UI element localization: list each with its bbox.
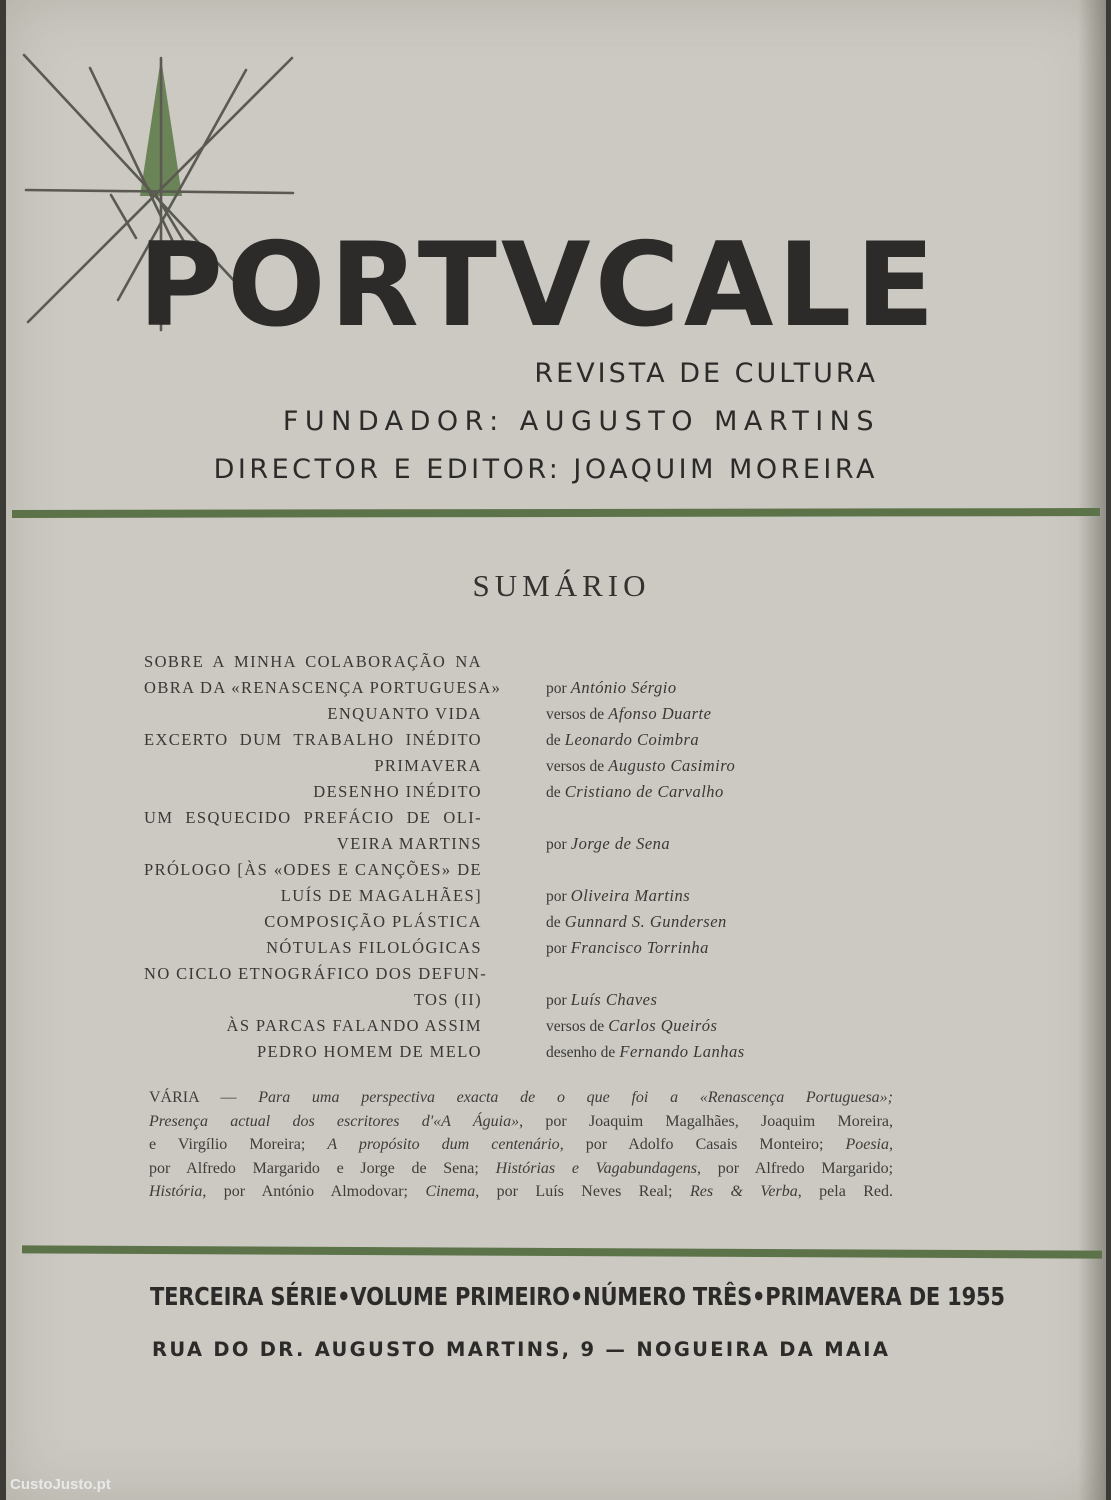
- toc-author-name: Afonso Duarte: [608, 704, 712, 723]
- toc-title: UM ESQUECIDO PREFÁCIO DE OLI-: [144, 808, 482, 827]
- founder-line: FUNDADOR: AUGUSTO MARTINS: [282, 406, 880, 437]
- toc-author: [546, 1016, 717, 1036]
- issue-volume: VOLUME PRIMEIRO: [350, 1282, 570, 1311]
- toc-row: [136, 990, 836, 1016]
- bottom-divider-rule: [22, 1245, 1102, 1258]
- toc-row: [136, 860, 836, 886]
- varia-text: e Virgílio Moreira;: [149, 1136, 328, 1153]
- toc-author-prefix: por: [546, 940, 567, 957]
- toc-author-name: Augusto Casimiro: [608, 756, 736, 775]
- magazine-subtitle: REVISTA DE CULTURA: [534, 358, 878, 389]
- toc-title: TOS (II): [413, 990, 482, 1009]
- page-edge-shadow: [1078, 0, 1106, 1500]
- toc-row: [136, 808, 836, 834]
- toc-row: [136, 886, 836, 912]
- varia-text: , por António Almodovar;: [202, 1183, 426, 1200]
- toc-author-prefix: de: [546, 732, 561, 749]
- toc-author-name: António Sérgio: [570, 678, 677, 697]
- toc-row: [136, 1042, 836, 1068]
- watermark-logo: CustoJusto.pt: [10, 1476, 111, 1493]
- toc-title: PEDRO HOMEM DE MELO: [256, 1042, 482, 1061]
- varia-line: [149, 1180, 893, 1204]
- toc-title: VEIRA MARTINS: [336, 834, 482, 853]
- toc-title: PRIMAVERA: [374, 756, 482, 775]
- toc-title: ENQUANTO VIDA: [327, 704, 482, 723]
- varia-text: VÁRIA —: [149, 1089, 259, 1106]
- toc-title: ÀS PARCAS FALANDO ASSIM: [226, 1016, 482, 1035]
- varia-text: , por Joaquim Magalhães, Joaquim Moreira,: [519, 1112, 893, 1130]
- separator-dot: •: [752, 1282, 766, 1311]
- varia-line: [149, 1133, 893, 1157]
- toc-author-name: Francisco Torrinha: [570, 938, 709, 957]
- toc-author-name: Fernando Lanhas: [619, 1042, 745, 1061]
- varia-italic-title: Histórias e Vagabundagens: [495, 1159, 697, 1177]
- toc-row: [136, 938, 836, 964]
- toc-title: COMPOSIÇÃO PLÁSTICA: [264, 912, 482, 931]
- toc-row: [136, 652, 836, 678]
- toc-row: [136, 756, 836, 782]
- toc-title: SOBRE A MINHA COLABORAÇÃO NA: [144, 652, 482, 671]
- toc-author-name: Oliveira Martins: [570, 886, 691, 905]
- toc-row: [136, 912, 836, 938]
- toc-title: LUÍS DE MAGALHÃES]: [280, 886, 482, 905]
- varia-line: [149, 1086, 893, 1110]
- toc-title: NÓTULAS FILOLÓGICAS: [266, 938, 482, 957]
- separator-dot: •: [337, 1282, 351, 1311]
- varia-text: , pela Red.: [797, 1183, 894, 1200]
- issue-number: NÚMERO TRÊS: [583, 1282, 753, 1311]
- toc-title: DESENHO INÉDITO: [313, 782, 482, 801]
- toc-author: [546, 1042, 745, 1062]
- toc-row: [136, 782, 836, 808]
- table-of-contents: [136, 652, 836, 1068]
- varia-italic-title: Res & Verba: [689, 1183, 798, 1200]
- magazine-cover: [6, 0, 1106, 1500]
- varia-text: , por Adolfo Casais Monteiro;: [559, 1136, 846, 1153]
- toc-author-prefix: por: [546, 992, 567, 1009]
- toc-row: [136, 834, 836, 860]
- toc-title: OBRA DA «RENASCENÇA PORTUGUESA»: [144, 678, 502, 697]
- toc-author-prefix: versos de: [546, 758, 605, 775]
- varia-text: por Alfredo Margarido e Jorge de Sena;: [149, 1159, 496, 1177]
- toc-row: [136, 1016, 836, 1042]
- varia-italic-title: História: [149, 1183, 203, 1200]
- toc-author: [546, 678, 677, 698]
- toc-row: [136, 964, 836, 990]
- toc-author-name: Carlos Queirós: [608, 1016, 718, 1035]
- varia-line: [149, 1110, 893, 1134]
- varia-italic-title: Para uma perspectiva exacta de o que foi a «Renascença Portuguesa»;: [258, 1089, 894, 1106]
- varia-text: , por Alfredo Margarido;: [697, 1159, 894, 1177]
- toc-author: [546, 704, 711, 724]
- toc-author-prefix: de: [546, 784, 561, 801]
- toc-author-prefix: por: [546, 888, 567, 905]
- issue-series: TERCEIRA SÉRIE: [150, 1282, 338, 1311]
- toc-title: PRÓLOGO [ÀS «ODES E CANÇÕES» DE: [144, 860, 482, 879]
- varia-italic-title: Cinema: [425, 1183, 476, 1200]
- varia-paragraph: [149, 1086, 893, 1204]
- toc-author: [546, 912, 727, 932]
- toc-author-prefix: versos de: [546, 1018, 605, 1035]
- director-line: DIRECTOR E EDITOR: JOAQUIM MOREIRA: [213, 454, 878, 485]
- toc-author-name: Luís Chaves: [570, 990, 658, 1009]
- varia-italic-title: Presença actual dos escritores d'«A Águia»: [149, 1112, 520, 1130]
- toc-author-name: Cristiano de Carvalho: [564, 782, 724, 801]
- toc-author-prefix: de: [546, 914, 561, 931]
- toc-author-name: Leonardo Coimbra: [564, 730, 700, 749]
- toc-row: [136, 730, 836, 756]
- toc-author-prefix: desenho de: [546, 1044, 616, 1061]
- magazine-title: PORTVCALE: [138, 218, 939, 353]
- toc-author: [546, 938, 709, 958]
- toc-title: EXCERTO DUM TRABALHO INÉDITO: [144, 730, 482, 749]
- toc-title: NO CICLO ETNOGRÁFICO DOS DEFUN-: [144, 964, 488, 983]
- publisher-address: RUA DO DR. AUGUSTO MARTINS, 9 — NOGUEIRA DA MAIA: [152, 1338, 891, 1361]
- varia-italic-title: Poesia,: [845, 1136, 893, 1153]
- toc-author-prefix: por: [546, 836, 567, 853]
- varia-text: , por Luís Neves Real;: [475, 1183, 690, 1200]
- varia-italic-title: A propósito dum centenário: [327, 1136, 560, 1153]
- toc-author: [546, 886, 690, 906]
- toc-author-name: Gunnard S. Gundersen: [564, 912, 727, 931]
- toc-author-prefix: versos de: [546, 706, 605, 723]
- separator-dot: •: [569, 1282, 584, 1311]
- toc-author-prefix: por: [546, 680, 567, 697]
- varia-line: [149, 1157, 893, 1181]
- toc-author: [546, 730, 699, 750]
- toc-author: [546, 756, 735, 776]
- top-divider-rule: [12, 508, 1100, 518]
- issue-info: [150, 1282, 1005, 1311]
- toc-row: [136, 678, 836, 704]
- issue-season: PRIMAVERA DE 1955: [765, 1282, 1005, 1311]
- toc-author: [546, 782, 724, 802]
- toc-row: [136, 704, 836, 730]
- toc-author-name: Jorge de Sena: [570, 834, 671, 853]
- toc-author: [546, 990, 657, 1010]
- toc-author: [546, 834, 670, 854]
- summary-heading: SUMÁRIO: [472, 568, 651, 603]
